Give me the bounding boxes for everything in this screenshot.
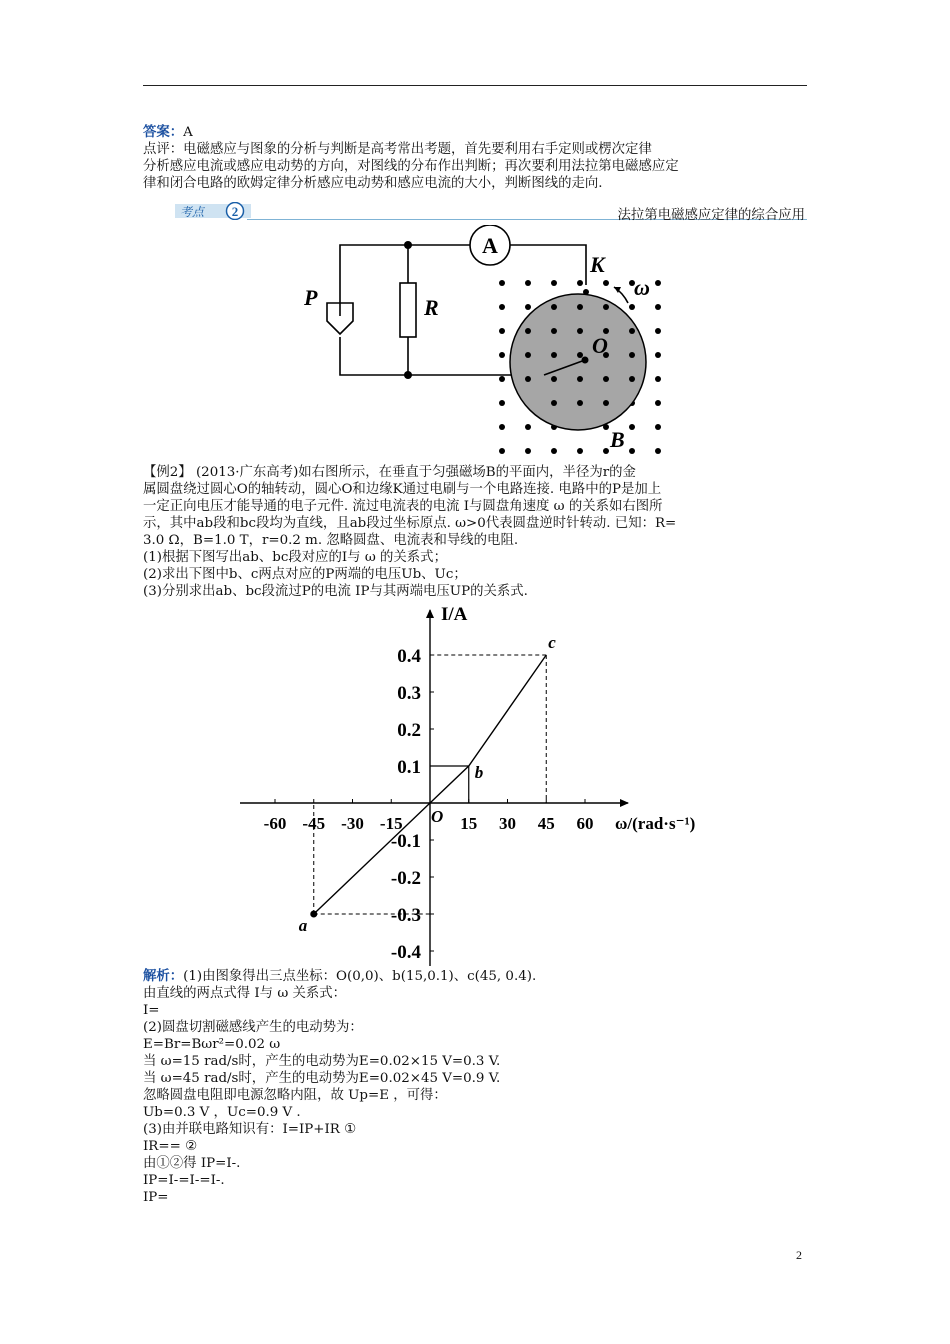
x-tick-label: 45: [537, 814, 555, 833]
field-dot: [525, 376, 531, 382]
solution-line: 当 ω=15 rad/s时，产生的电动势为E=0.02×15 V=0.3 V.: [143, 1054, 501, 1069]
page-number: 2: [796, 1248, 802, 1262]
field-dot: [525, 352, 531, 358]
y-tick-label: -0.2: [390, 868, 421, 889]
y-tick-label: -0.1: [390, 831, 421, 852]
section-tag-badge: [175, 202, 251, 220]
series: [299, 633, 557, 935]
point-label-b: b: [474, 763, 484, 782]
solution-line: (3)由并联电路知识有：I=IP+IR ①: [143, 1122, 357, 1137]
x-tick-label: 30: [499, 814, 516, 833]
solution-line: 由①②得 IP=I-.: [143, 1156, 241, 1171]
solution-block: [143, 968, 809, 1206]
x-tick-label: 15: [460, 814, 478, 833]
field-dot: [525, 304, 531, 310]
y-tick-label: -0.4: [390, 942, 421, 963]
field-dot: [577, 400, 583, 406]
field-dot: [629, 352, 635, 358]
field-dot: [603, 280, 609, 286]
field-dot: [577, 352, 583, 358]
field-dot: [629, 448, 635, 454]
example-line: 【例2】 (2013·广东高考)如右图所示，在垂直于匀强磁场B的平面内，半径为r的金: [143, 465, 636, 480]
label-O: O: [592, 333, 608, 358]
point-label-a: a: [298, 916, 308, 935]
solution-line: I=: [143, 1003, 160, 1018]
solution-text: (1)由图象得出三点坐标：O(0,0)、b(15,0.1)、c(45, 0.4).: [183, 969, 537, 984]
disk-center-dot: [582, 357, 589, 364]
x-axis-label: ω/(rad·s⁻¹): [615, 814, 696, 833]
x-tick-label: -45: [302, 814, 326, 833]
field-dot: [655, 304, 661, 310]
field-dot: [499, 280, 505, 286]
x-tick-label: -30: [341, 814, 364, 833]
comment-line: 点评：电磁感应与图象的分析与判断是高考常出考题，首先要利用右手定则或楞次定律: [143, 142, 652, 157]
header-rule: [143, 85, 807, 86]
i-omega-chart: [230, 598, 740, 970]
field-dot: [629, 328, 635, 334]
field-dot: [655, 424, 661, 430]
y-axis-label: I/A: [441, 604, 468, 625]
x-tick-label: -15: [379, 814, 403, 833]
field-dot: [499, 328, 505, 334]
resistor-R: [400, 283, 416, 337]
x-tick-label: -60: [263, 814, 287, 833]
example-line: (3)分别求出ab、bc段流过P的电流 IP与其两端电压UP的关系式.: [143, 584, 528, 599]
field-dot: [655, 328, 661, 334]
y-tick-label: 0.2: [397, 720, 421, 741]
label-R: R: [424, 295, 439, 320]
solution-line: E=Br=Bωr²=0.02 ω: [143, 1037, 281, 1052]
field-dot: [577, 328, 583, 334]
comment-line: 律和闭合电路的欧姆定律分析感应电动势和感应电流的大小，判断图线的走向.: [143, 176, 603, 191]
field-dot: [655, 352, 661, 358]
field-dot: [551, 400, 557, 406]
field-dot: [655, 448, 661, 454]
solution-line: 由直线的两点式得 I与 ω 关系式：: [143, 986, 347, 1001]
solution-line: Ub=0.3 V ，Uc=0.9 V .: [143, 1105, 301, 1120]
field-dot: [525, 328, 531, 334]
example-line: 属圆盘绕过圆心O的轴转动，圆心O和边缘K通过电刷与一个电路连接. 电路中的P是加上: [143, 482, 662, 497]
section-title: 法拉第电磁感应定律的综合应用: [617, 208, 805, 223]
section-tag: 考点: [180, 205, 205, 219]
circuit-diagram: [290, 225, 690, 460]
field-dot: [655, 280, 661, 286]
solution-label: 解析：: [143, 968, 184, 984]
field-dot: [551, 280, 557, 286]
point-label-c: c: [548, 633, 556, 652]
field-dot: [525, 424, 531, 430]
solution-line: IP=I-=I-=I-.: [143, 1173, 225, 1188]
field-dot: [551, 448, 557, 454]
solution-line: [143, 968, 809, 985]
answer-label: 答案：: [143, 124, 184, 140]
field-dot: [603, 376, 609, 382]
field-dot: [577, 304, 583, 310]
answer-value: A: [183, 125, 193, 140]
x-tick-label: 60: [576, 814, 594, 833]
brush-K-dot: [583, 289, 589, 295]
example-line: 示，其中ab段和bc段均为直线，且ab段过坐标原点. ω>0代表圆盘逆时针转动. 已知：R=: [143, 516, 677, 531]
answer-line: [143, 124, 809, 141]
label-P: P: [304, 285, 318, 310]
solution-line: 忽略圆盘电阻即电源忽略内阻，故 Up=E ，可得：: [143, 1088, 447, 1103]
point-a: [310, 911, 317, 918]
solution-line: 当 ω=45 rad/s时，产生的电动势为E=0.02×45 V=0.9 V.: [143, 1071, 501, 1086]
field-dot: [525, 448, 531, 454]
field-dot: [603, 304, 609, 310]
section-number: 2: [231, 204, 239, 219]
answer-block: [143, 124, 809, 192]
y-tick-label: 0.4: [397, 646, 421, 667]
field-dot: [603, 400, 609, 406]
field-dot: [629, 376, 635, 382]
junction-dot: [404, 371, 412, 379]
field-dot: [577, 280, 583, 286]
junction-dot: [404, 241, 412, 249]
field-dot: [577, 448, 583, 454]
field-dot: [655, 400, 661, 406]
field-dot: [603, 448, 609, 454]
y-tick-label: 0.3: [397, 683, 421, 704]
field-dot: [499, 304, 505, 310]
field-dot: [499, 352, 505, 358]
solution-line: IR== ②: [143, 1139, 198, 1154]
label-omega: ω: [634, 275, 650, 300]
solution-line: IP=: [143, 1190, 169, 1205]
field-dot: [499, 424, 505, 430]
field-dot: [499, 376, 505, 382]
field-dot: [551, 376, 557, 382]
section-header: [175, 202, 807, 224]
field-dot: [499, 448, 505, 454]
example-block: [143, 464, 809, 600]
field-dot: [629, 424, 635, 430]
example-line: 一定正向电压才能导通的电子元件. 流过电流表的电流 I与圆盘角速度 ω 的关系如右图所: [143, 499, 663, 514]
y-tick-label: 0.1: [397, 757, 421, 778]
field-dot: [525, 280, 531, 286]
field-dot: [577, 376, 583, 382]
y-tick-label: -0.3: [390, 905, 421, 926]
example-line: 3.0 Ω，B=1.0 T，r=0.2 m. 忽略圆盘、电流表和导线的电阻.: [143, 533, 519, 548]
comment-line: 分析感应电流或感应电动势的方向，对图线的分布作出判断；再次要利用法拉第电磁感应定: [143, 159, 679, 174]
field-dot: [629, 304, 635, 310]
label-B: B: [610, 427, 625, 452]
field-dot: [551, 304, 557, 310]
solution-line: (2)圆盘切割磁感线产生的电动势为：: [143, 1020, 363, 1035]
field-dot: [499, 400, 505, 406]
example-line: (1)根据下图写出ab、bc段对应的I与 ω 的关系式；: [143, 550, 447, 565]
example-line: (2)求出下图中b、c两点对应的P两端的电压Ub、Uc；: [143, 567, 467, 582]
label-K: K: [590, 252, 605, 277]
field-dot: [655, 376, 661, 382]
origin-label: O: [431, 807, 444, 826]
ammeter-label: A: [482, 233, 498, 258]
field-dot: [551, 328, 557, 334]
field-dot: [551, 352, 557, 358]
